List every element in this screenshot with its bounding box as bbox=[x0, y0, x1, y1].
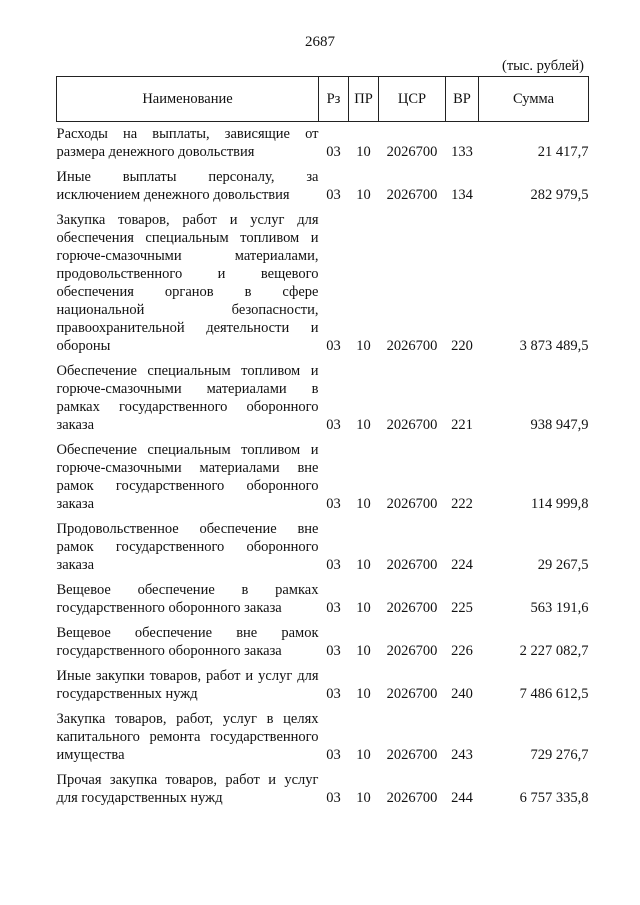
row-name: Расходы на выплаты, зависящие от размера денежного довольствия bbox=[56, 126, 319, 160]
row-vr: 224 bbox=[451, 557, 473, 573]
page-number: 2687 bbox=[305, 34, 335, 50]
row-pr: 10 bbox=[356, 557, 371, 573]
row-vr: 222 bbox=[451, 496, 473, 512]
row-name: Прочая закупка товаров, работ и услуг для государственных нужд bbox=[56, 772, 319, 806]
row-vr: 220 bbox=[451, 338, 473, 354]
row-sum: 21 417,7 bbox=[537, 144, 589, 160]
row-pr: 10 bbox=[356, 187, 371, 203]
table-row bbox=[57, 667, 589, 703]
row-pr: 10 bbox=[356, 686, 371, 702]
row-vr: 243 bbox=[451, 747, 473, 763]
row-vr: 225 bbox=[451, 600, 473, 616]
table-row bbox=[57, 581, 589, 617]
row-rz: 03 bbox=[326, 747, 341, 763]
row-sum: 7 486 612,5 bbox=[519, 686, 589, 702]
header-vr: ВР bbox=[446, 77, 479, 122]
row-vr: 133 bbox=[451, 144, 473, 160]
header-csr: ЦСР bbox=[379, 77, 446, 122]
row-name: Обеспечение специальным топливом и горюче-смазочными материалами в рамках государственного оборонного заказа bbox=[56, 363, 319, 433]
row-spacer-cell bbox=[57, 434, 589, 441]
row-spacer bbox=[57, 660, 589, 667]
row-csr: 2026700 bbox=[386, 557, 438, 573]
header-name: Наименование bbox=[57, 77, 319, 122]
row-spacer-cell bbox=[57, 161, 589, 168]
row-sum: 29 267,5 bbox=[537, 557, 589, 573]
row-csr: 2026700 bbox=[386, 496, 438, 512]
row-sum: 2 227 082,7 bbox=[519, 643, 589, 659]
row-pr: 10 bbox=[356, 747, 371, 763]
row-spacer-cell bbox=[57, 204, 589, 211]
row-vr: 226 bbox=[451, 643, 473, 659]
row-name: Обеспечение специальным топливом и горюче-смазочными материалами вне рамок государственного оборонного заказа bbox=[56, 442, 319, 512]
row-csr: 2026700 bbox=[386, 187, 438, 203]
row-name: Вещевое обеспечение в рамках государственного оборонного заказа bbox=[56, 582, 319, 616]
row-spacer bbox=[57, 764, 589, 771]
table-body bbox=[57, 122, 589, 808]
table-row bbox=[57, 122, 589, 162]
row-rz: 03 bbox=[326, 686, 341, 702]
row-spacer bbox=[57, 703, 589, 710]
table-row bbox=[57, 362, 589, 434]
table-row bbox=[57, 624, 589, 660]
row-rz: 03 bbox=[326, 557, 341, 573]
row-pr: 10 bbox=[356, 600, 371, 616]
row-csr: 2026700 bbox=[386, 747, 438, 763]
row-spacer-cell bbox=[57, 703, 589, 710]
row-spacer-cell bbox=[57, 355, 589, 362]
units-label: (тыс. рублей) bbox=[502, 58, 584, 74]
row-csr: 2026700 bbox=[386, 643, 438, 659]
table-row bbox=[57, 771, 589, 807]
row-name: Закупка товаров, работ и услуг для обеспечения специальным топливом и горюче-смазочными материалами, продовольственного и вещевого обеспечения органов в сфере национальной безопасности, правоохранительной деятельности и обороны bbox=[56, 212, 319, 354]
row-spacer-cell bbox=[57, 513, 589, 520]
row-pr: 10 bbox=[356, 643, 371, 659]
row-vr: 240 bbox=[451, 686, 473, 702]
row-rz: 03 bbox=[326, 144, 341, 160]
row-name: Вещевое обеспечение вне рамок государственного оборонного заказа bbox=[56, 625, 319, 659]
row-spacer bbox=[57, 434, 589, 441]
table-row bbox=[57, 520, 589, 574]
table-header bbox=[57, 77, 589, 122]
row-spacer bbox=[57, 574, 589, 581]
row-pr: 10 bbox=[356, 496, 371, 512]
row-sum: 282 979,5 bbox=[530, 187, 589, 203]
row-csr: 2026700 bbox=[386, 417, 438, 433]
row-pr: 10 bbox=[356, 338, 371, 354]
row-spacer bbox=[57, 513, 589, 520]
table-row bbox=[57, 211, 589, 355]
row-spacer-cell bbox=[57, 574, 589, 581]
header-pr: ПР bbox=[349, 77, 379, 122]
row-csr: 2026700 bbox=[386, 686, 438, 702]
budget-table bbox=[56, 76, 589, 807]
row-spacer bbox=[57, 204, 589, 211]
row-rz: 03 bbox=[326, 417, 341, 433]
row-sum: 563 191,6 bbox=[530, 600, 589, 616]
row-name: Иные выплаты персоналу, за исключением денежного довольствия bbox=[56, 169, 319, 203]
row-name: Иные закупки товаров, работ и услуг для государственных нужд bbox=[56, 668, 319, 702]
row-vr: 221 bbox=[451, 417, 473, 433]
row-pr: 10 bbox=[356, 417, 371, 433]
row-sum: 938 947,9 bbox=[530, 417, 589, 433]
row-rz: 03 bbox=[326, 790, 341, 806]
row-rz: 03 bbox=[326, 187, 341, 203]
row-spacer-cell bbox=[57, 764, 589, 771]
table-row bbox=[57, 710, 589, 764]
row-csr: 2026700 bbox=[386, 338, 438, 354]
row-name: Продовольственное обеспечение вне рамок государственного оборонного заказа bbox=[56, 521, 319, 573]
row-spacer-cell bbox=[57, 617, 589, 624]
row-csr: 2026700 bbox=[386, 144, 438, 160]
row-vr: 244 bbox=[451, 790, 473, 806]
row-rz: 03 bbox=[326, 600, 341, 616]
row-sum: 3 873 489,5 bbox=[519, 338, 589, 354]
row-spacer-cell bbox=[57, 660, 589, 667]
row-spacer bbox=[57, 355, 589, 362]
table-row bbox=[57, 441, 589, 513]
row-vr: 134 bbox=[451, 187, 473, 203]
row-csr: 2026700 bbox=[386, 600, 438, 616]
row-sum: 6 757 335,8 bbox=[519, 790, 589, 806]
row-spacer bbox=[57, 617, 589, 624]
row-rz: 03 bbox=[326, 338, 341, 354]
table-row bbox=[57, 168, 589, 204]
row-rz: 03 bbox=[326, 496, 341, 512]
row-sum: 729 276,7 bbox=[530, 747, 589, 763]
row-pr: 10 bbox=[356, 144, 371, 160]
header-rz: Рз bbox=[319, 77, 349, 122]
row-csr: 2026700 bbox=[386, 790, 438, 806]
row-sum: 114 999,8 bbox=[531, 496, 589, 512]
header-sum: Сумма bbox=[479, 77, 589, 122]
row-spacer bbox=[57, 161, 589, 168]
row-name: Закупка товаров, работ, услуг в целях капитального ремонта государственного имущества bbox=[56, 711, 319, 763]
row-pr: 10 bbox=[356, 790, 371, 806]
row-rz: 03 bbox=[326, 643, 341, 659]
